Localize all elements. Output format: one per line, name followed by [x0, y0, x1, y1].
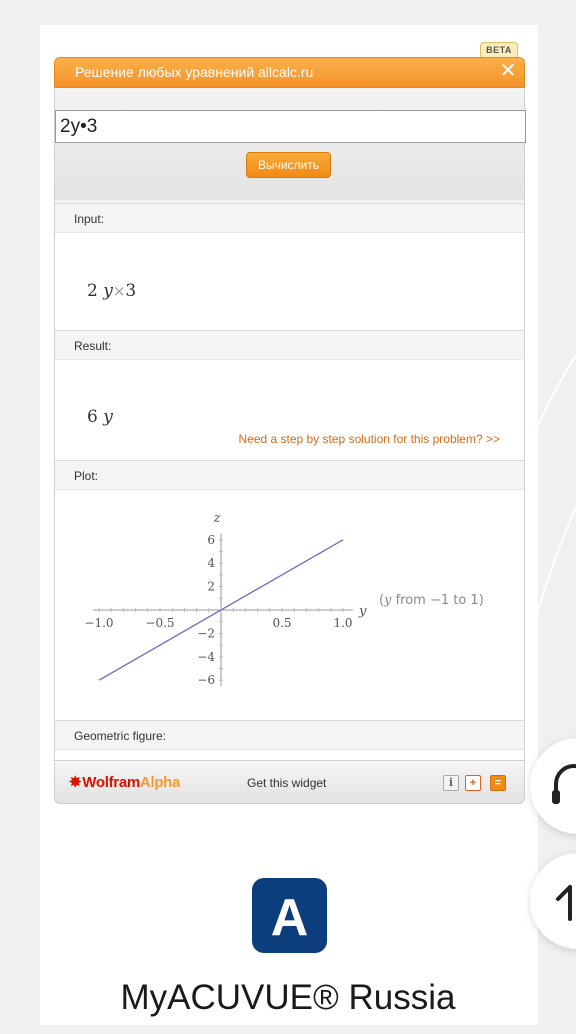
- widget-title: Решение любых уравнений allcalc.ru: [75, 64, 314, 80]
- y-tick-label: 2: [207, 579, 215, 594]
- calculate-button[interactable]: Вычислить: [246, 152, 331, 178]
- widget-footer: [54, 760, 525, 804]
- widget-header: [54, 57, 525, 88]
- result-pod-body: [55, 360, 524, 460]
- input-factor: 3: [125, 281, 137, 301]
- input-area: [54, 88, 525, 200]
- result-expression: [87, 407, 113, 427]
- input-var: y: [103, 281, 113, 301]
- wolframalpha-logo[interactable]: [69, 773, 180, 791]
- results-panel: [54, 200, 525, 760]
- plot-pod-body: [55, 490, 524, 720]
- headphones-icon: [530, 738, 576, 834]
- close-button[interactable]: ✕: [499, 60, 517, 82]
- info-icon[interactable]: i: [443, 775, 459, 791]
- acuvue-logo-icon: [252, 878, 327, 953]
- y-axis-label: z: [213, 510, 221, 526]
- y-tick-label: −2: [197, 626, 215, 641]
- y-tick-label: 4: [207, 556, 215, 571]
- result-coef: 6: [87, 407, 98, 427]
- acuvue-app-icon[interactable]: [252, 878, 327, 953]
- input-coef: 2: [87, 281, 98, 301]
- equation-input[interactable]: [55, 110, 526, 143]
- logo-accent-text: Alpha: [139, 774, 181, 791]
- arrow-up-icon: [530, 853, 576, 949]
- input-pod-body: [55, 233, 524, 330]
- y-tick-label: 6: [207, 532, 215, 547]
- menu-icon[interactable]: =: [490, 775, 506, 791]
- wolfram-star-icon: ✸: [69, 774, 82, 791]
- x-tick-label: −0.5: [145, 616, 175, 630]
- input-expression: [87, 281, 136, 301]
- input-pod-title: Input:: [55, 203, 524, 233]
- beta-badge: BETA: [480, 42, 518, 57]
- range-note: (y from −1 to 1): [379, 593, 484, 608]
- get-widget-link[interactable]: Get this widget: [247, 776, 327, 790]
- app-title: MyACUVUE® Russia: [120, 978, 456, 1017]
- add-icon[interactable]: +: [465, 775, 481, 791]
- x-tick-label: −1.0: [84, 616, 114, 630]
- acuvue-logo-letter: A: [270, 889, 309, 947]
- logo-main-text: Wolfram: [82, 774, 140, 791]
- y-tick-label: −4: [197, 649, 215, 664]
- plot-pod-title: Plot:: [55, 460, 524, 490]
- result-var: y: [103, 407, 113, 427]
- times-symbol: ×: [112, 282, 126, 300]
- x-tick-label: 1.0: [333, 616, 353, 630]
- x-axis-label: y: [359, 604, 367, 619]
- support-button[interactable]: [530, 738, 576, 834]
- y-tick-label: −6: [197, 673, 215, 688]
- result-pod-title: Result:: [55, 330, 524, 360]
- plot-chart: [55, 490, 524, 720]
- geometric-figure-pod-body: [55, 750, 524, 760]
- step-by-step-link[interactable]: Need a step by step solution for this problem? >>: [238, 432, 500, 446]
- scroll-top-button[interactable]: [530, 853, 576, 949]
- x-tick-label: 0.5: [272, 616, 292, 630]
- geometric-figure-pod-title: Geometric figure:: [55, 720, 524, 750]
- wolfram-widget: [54, 42, 525, 804]
